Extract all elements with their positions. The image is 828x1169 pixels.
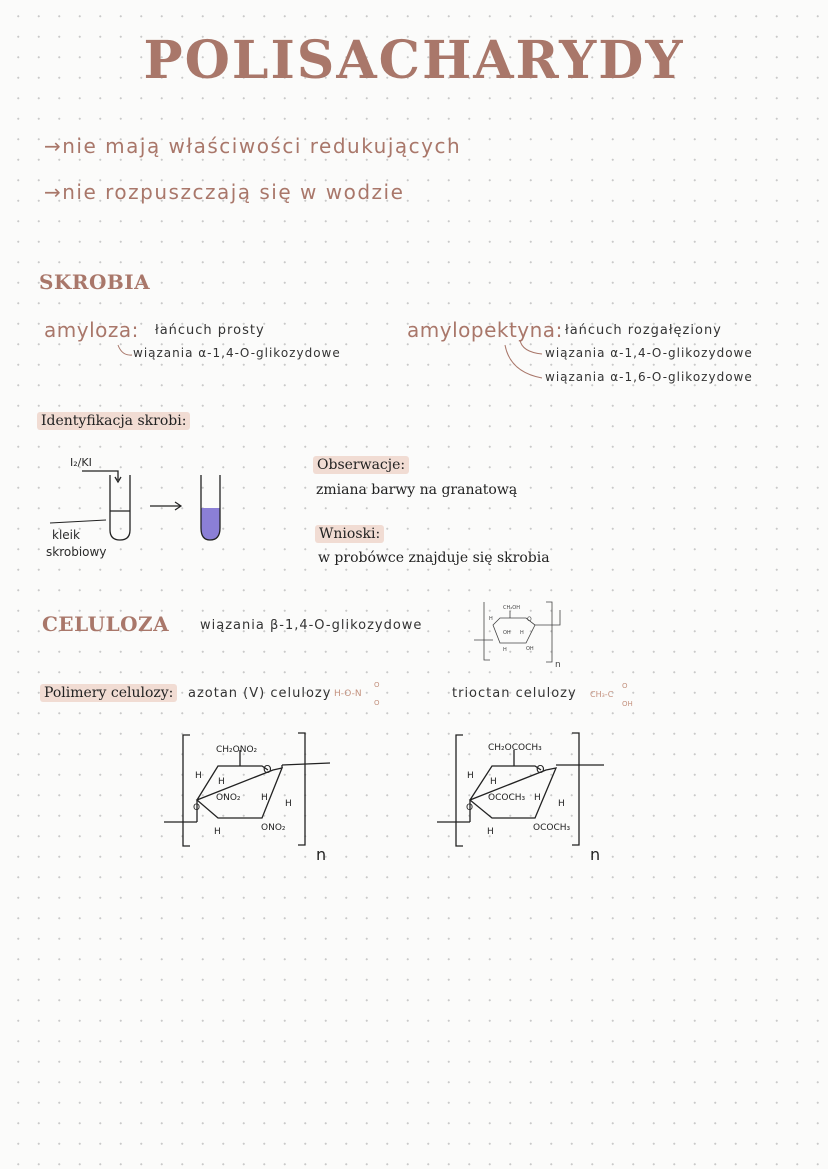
nitrate-o-bridge: O	[193, 803, 201, 813]
amylopektyna-pointer-arrow-1	[520, 340, 542, 354]
amylopektyna-term: amylopektyna:	[407, 318, 563, 342]
amyloza-chain: łańcuch prosty	[155, 323, 265, 338]
conclusions-label: Wnioski:	[315, 525, 384, 543]
nitrate-h-3: H	[261, 793, 268, 803]
test-tube-before	[82, 471, 130, 540]
polymers-label: Polimery celulozy:	[40, 684, 177, 702]
acetate-ch2: CH₂OCOCH₃	[488, 743, 542, 753]
acetate-h-2: H	[490, 777, 497, 787]
nitrate-h-5: H	[214, 827, 221, 837]
page-title: POLISACHARYDY	[143, 30, 685, 91]
small-oh-2: OH	[526, 646, 534, 652]
identification-label: Identyfikacja skrobi:	[37, 412, 190, 430]
nitrate-formula: H-O-N	[334, 689, 362, 699]
reagent-label: I₂/KI	[70, 456, 92, 469]
nitrate-ono2-1: ONO₂	[216, 793, 241, 803]
nitrate-ch2: CH₂ONO₂	[216, 745, 258, 755]
amyloza-pointer-arrow	[118, 345, 132, 355]
acetate-ring-o: O	[536, 763, 545, 776]
small-h-3: H	[503, 647, 507, 653]
amylopektyna-bond-1: wiązania α-1,4-O-glikozydowe	[545, 346, 753, 360]
small-ch2oh: CH₂OH	[503, 605, 520, 611]
nitrate-h-1: H	[195, 771, 202, 781]
amylopektyna-bond-2: wiązania α-1,6-O-glikozydowe	[545, 370, 753, 384]
acetate-h-4: H	[558, 799, 565, 809]
conclusions-text: w probówce znajduje się skrobia	[318, 550, 550, 566]
acetate-o-bridge: O	[466, 803, 474, 813]
acetate-h-1: H	[467, 771, 474, 781]
test-tube-after	[201, 475, 220, 540]
acetate-ococh3-1: OCOCH₃	[488, 793, 526, 803]
small-o: O	[527, 616, 532, 623]
small-h-2: H	[520, 630, 524, 636]
cellulose-small-structure	[474, 602, 560, 662]
small-oh-1: OH	[503, 630, 511, 636]
triacetate-name: trioctan celulozy	[452, 686, 577, 701]
acetate-ococh3-2: OCOCH₃	[533, 823, 571, 833]
small-h-1: H	[489, 616, 493, 622]
nitrate-ono2-2: ONO₂	[261, 823, 286, 833]
amyloza-term: amyloza:	[44, 318, 139, 342]
triacetate-formula-o: O	[622, 682, 628, 690]
observations-label: Obserwacje:	[313, 456, 409, 474]
nitrate-h-2: H	[218, 777, 225, 787]
property-non-reducing: →nie mają właściwości redukujących	[44, 134, 462, 158]
nitrate-ring-o: O	[263, 763, 272, 776]
section-heading-celuloza: CELULOZA	[42, 612, 170, 636]
amyloza-bond: wiązania α-1,4-O-glikozydowe	[133, 346, 341, 360]
property-insoluble: →nie rozpuszczają się w wodzie	[44, 180, 405, 204]
starch-pointer	[50, 520, 106, 523]
celuloza-bond: wiązania β-1,4-O-glikozydowe	[200, 618, 423, 633]
nitrate-formula-o-top: O	[374, 681, 380, 689]
starch-label-2: skrobiowy	[46, 545, 107, 559]
acetate-n: n	[590, 845, 601, 864]
section-heading-skrobia: SKROBIA	[39, 270, 151, 294]
acetate-h-3: H	[534, 793, 541, 803]
nitrate-h-4: H	[285, 799, 292, 809]
nitrate-n: n	[316, 845, 327, 864]
observations-text: zmiana barwy na granatową	[316, 482, 518, 498]
nitrate-name: azotan (V) celulozy	[188, 686, 332, 701]
acetate-h-5: H	[487, 827, 494, 837]
amylopektyna-pointer-arrow-2	[505, 345, 542, 378]
small-n: n	[555, 660, 561, 670]
amylopektyna-chain: łańcuch rozgałęziony	[565, 323, 722, 338]
starch-label-1: kleik	[52, 528, 80, 542]
reaction-arrow	[150, 502, 181, 510]
nitrate-formula-o-bottom: O	[374, 699, 380, 707]
triacetate-formula-oh: OH	[622, 700, 633, 708]
triacetate-formula: CH₃-C	[590, 690, 614, 699]
